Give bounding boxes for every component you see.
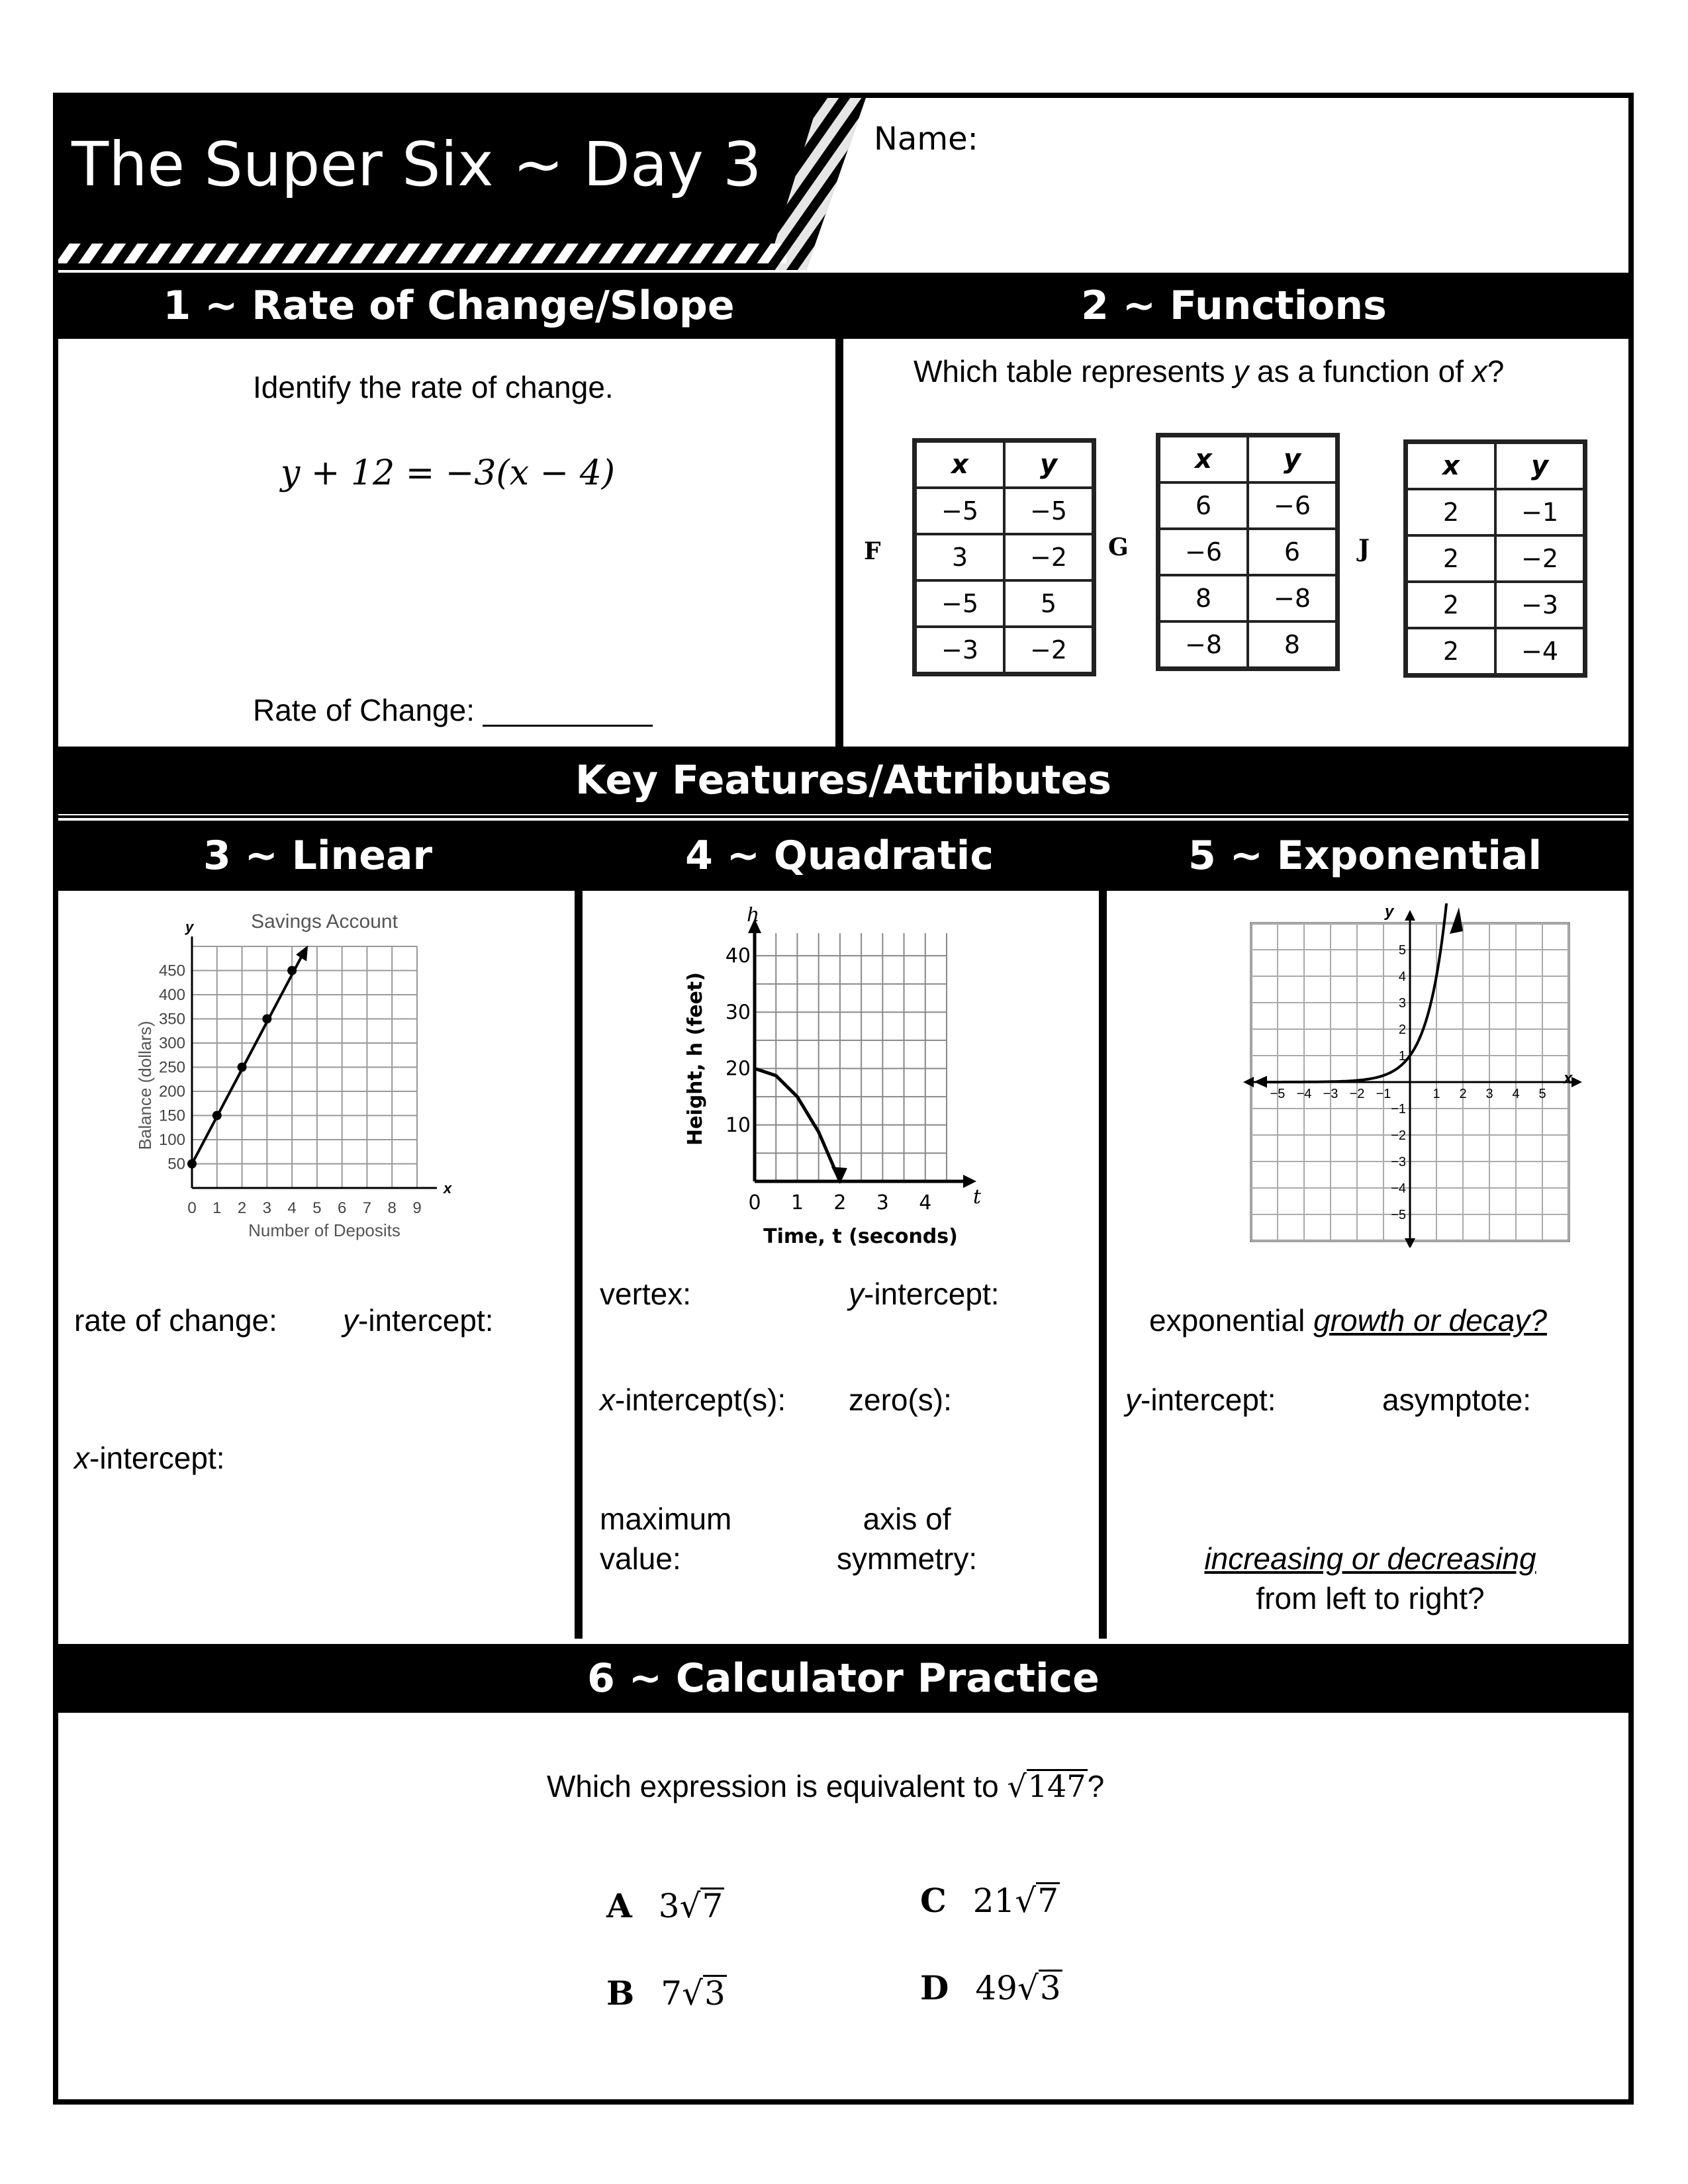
exponential-y-tick: −2 bbox=[1391, 1128, 1406, 1143]
q3-xint-label: x-intercept: bbox=[74, 1441, 225, 1475]
q3-rate-label: rate of change: bbox=[74, 1303, 277, 1338]
linear-y-tick: 450 bbox=[158, 962, 185, 980]
choice-a[interactable]: A 3√7 bbox=[606, 1886, 724, 1925]
linear-x-tick: 2 bbox=[237, 1199, 247, 1217]
name-label: Name: bbox=[874, 120, 978, 158]
exponential-x-tick: −4 bbox=[1296, 1087, 1312, 1101]
exponential-x-axis: x bbox=[1564, 1069, 1573, 1087]
exponential-chart bbox=[1231, 903, 1589, 1248]
linear-y-tick: 350 bbox=[158, 1010, 185, 1028]
quadratic-y-tick: 20 bbox=[725, 1057, 751, 1081]
quadratic-h-axis: h bbox=[747, 907, 760, 927]
exponential-y-arrow bbox=[1405, 910, 1415, 921]
exponential-y-tick: 4 bbox=[1398, 970, 1406, 984]
q1-answer-field[interactable]: Rate of Change: __________ bbox=[253, 693, 653, 727]
linear-ticks bbox=[159, 962, 422, 1218]
exponential-y-tick: −5 bbox=[1391, 1208, 1406, 1222]
choice-c[interactable]: C 21√7 bbox=[920, 1881, 1059, 1920]
exponential-y-tick: −4 bbox=[1391, 1181, 1406, 1196]
exponential-y-tick: −3 bbox=[1391, 1155, 1406, 1169]
section1-header: 1 ~ Rate of Change/Slope bbox=[58, 273, 839, 339]
choice-b[interactable]: B 7√3 bbox=[606, 1974, 726, 2013]
linear-series-line bbox=[192, 952, 304, 1164]
linear-point bbox=[187, 1160, 197, 1169]
exponential-x-tick: −1 bbox=[1376, 1087, 1391, 1101]
section6-header: 6 ~ Calculator Practice bbox=[58, 1644, 1628, 1713]
exponential-y-axis: y bbox=[1385, 903, 1394, 921]
q5-asymptote-label: asymptote: bbox=[1382, 1383, 1531, 1417]
section2-header: 2 ~ Functions bbox=[839, 273, 1628, 339]
quadratic-x-tick: 2 bbox=[833, 1191, 847, 1214]
divider-4-5 bbox=[1099, 891, 1107, 1639]
key-features-header: Key Features/Attributes bbox=[58, 747, 1628, 814]
exponential-x-tick: 1 bbox=[1432, 1087, 1440, 1101]
linear-y-tick: 200 bbox=[158, 1083, 185, 1101]
linear-x-tick: 3 bbox=[262, 1199, 272, 1217]
q4-axis-label: axis of symmetry: bbox=[837, 1502, 978, 1576]
quadratic-y-tick: 10 bbox=[725, 1113, 751, 1137]
linear-x-tick: 5 bbox=[312, 1199, 322, 1217]
q6-prompt: Which expression is equivalent to √147? bbox=[547, 1768, 1105, 1804]
divider-1-2 bbox=[835, 339, 843, 749]
linear-x-tick: 0 bbox=[187, 1199, 197, 1217]
q3-yint-label: y-intercept: bbox=[343, 1303, 494, 1338]
exponential-y-tick: −1 bbox=[1391, 1102, 1406, 1116]
linear-y-label: Balance (dollars) bbox=[135, 1021, 155, 1150]
exponential-left-arrowhead bbox=[1254, 1076, 1267, 1088]
linear-point bbox=[262, 1015, 271, 1024]
linear-y-tick: 300 bbox=[158, 1034, 185, 1052]
choice-d[interactable]: D 49√3 bbox=[920, 1968, 1061, 2007]
linear-data bbox=[187, 946, 308, 1169]
exponential-x-arrow bbox=[1571, 1077, 1582, 1087]
exponential-x-tick: 2 bbox=[1459, 1087, 1467, 1101]
page-title: The Super Six ~ Day 3 bbox=[71, 129, 762, 200]
exponential-y-tick: 1 bbox=[1398, 1049, 1406, 1064]
linear-chart bbox=[132, 907, 477, 1251]
linear-y-tick: 100 bbox=[158, 1131, 185, 1149]
linear-y-tick: 400 bbox=[158, 986, 185, 1004]
q4-xint-label: x-intercept(s): bbox=[600, 1383, 786, 1417]
exponential-arrowhead bbox=[1450, 907, 1463, 934]
linear-y-letter: y bbox=[185, 919, 194, 935]
quadratic-y-label: Height, h (feet) bbox=[684, 972, 707, 1146]
section4-header: 4 ~ Quadratic bbox=[577, 821, 1102, 891]
table-f[interactable]: x y −5 −5 3 −2 −5 5 −3 −2 bbox=[912, 438, 1096, 676]
table-j[interactable]: x y 2 −1 2 −2 2 −3 2 −4 bbox=[1403, 439, 1587, 678]
key-features-rule bbox=[58, 815, 1628, 818]
section3-header: 3 ~ Linear bbox=[58, 821, 577, 891]
divider-3-4 bbox=[575, 891, 583, 1639]
quadratic-data bbox=[755, 1069, 847, 1184]
quadratic-grid bbox=[748, 919, 976, 1188]
q4-vertex-label: vertex: bbox=[600, 1277, 692, 1311]
quadratic-t-axis: t bbox=[973, 1185, 982, 1208]
linear-y-tick: 150 bbox=[158, 1107, 185, 1125]
linear-x-tick: 1 bbox=[212, 1199, 222, 1217]
quadratic-x-tick: 1 bbox=[790, 1191, 804, 1214]
linear-point bbox=[238, 1063, 247, 1072]
linear-x-tick: 8 bbox=[387, 1199, 397, 1217]
table-j-label: J bbox=[1358, 535, 1370, 563]
linear-x-tick: 7 bbox=[362, 1199, 372, 1217]
q1-equation: y + 12 = −3(x − 4) bbox=[281, 453, 616, 493]
linear-chart-title: Savings Account bbox=[251, 911, 398, 933]
linear-y-tick: 50 bbox=[167, 1155, 185, 1173]
q5-growth-decay: exponential growth or decay? bbox=[1149, 1303, 1547, 1338]
exponential-y-tick: 2 bbox=[1398, 1023, 1406, 1037]
quadratic-y-tick: 40 bbox=[725, 944, 751, 968]
quadratic-x-label: Time, t (seconds) bbox=[763, 1225, 958, 1248]
q5-yint-label: y-intercept: bbox=[1125, 1383, 1276, 1417]
table-g[interactable]: x y 6 −6 −6 6 8 −8 −8 8 bbox=[1156, 433, 1340, 671]
exponential-x-tick: −5 bbox=[1270, 1087, 1286, 1101]
linear-x-label: Number of Deposits bbox=[248, 1220, 400, 1240]
q1-prompt: Identify the rate of change. bbox=[253, 370, 614, 404]
exponential-x-tick: −2 bbox=[1349, 1087, 1365, 1101]
table-g-label: G bbox=[1108, 533, 1129, 561]
exponential-y-tick: 5 bbox=[1398, 943, 1406, 958]
quadratic-x-tick: 0 bbox=[748, 1191, 761, 1214]
linear-x-letter: x bbox=[444, 1180, 452, 1197]
quadratic-y-tick: 30 bbox=[725, 1001, 751, 1024]
exponential-x-arrow-left bbox=[1243, 1077, 1254, 1087]
quadratic-x-tick: 3 bbox=[876, 1191, 889, 1214]
q2-prompt: Which table represents y as a function of x? bbox=[914, 354, 1505, 388]
linear-arrowhead bbox=[296, 946, 308, 962]
section5-header: 5 ~ Exponential bbox=[1102, 821, 1628, 891]
quadratic-x-tick: 4 bbox=[919, 1191, 932, 1214]
q4-max-label: maximum value: bbox=[600, 1502, 732, 1576]
linear-point bbox=[287, 966, 297, 976]
q4-zeros-label: zero(s): bbox=[849, 1383, 952, 1417]
q4-yint-label: y-intercept: bbox=[849, 1277, 1000, 1311]
exponential-x-tick: 3 bbox=[1485, 1087, 1493, 1101]
quadratic-ticks bbox=[726, 944, 932, 1214]
exponential-data bbox=[1254, 903, 1463, 1088]
exponential-x-tick: 5 bbox=[1538, 1087, 1546, 1101]
quadratic-chart bbox=[682, 907, 1026, 1251]
exponential-grid bbox=[1243, 910, 1582, 1248]
linear-x-tick: 9 bbox=[412, 1199, 422, 1217]
exponential-x-tick: −3 bbox=[1323, 1087, 1338, 1101]
linear-grid bbox=[185, 919, 452, 1197]
linear-point bbox=[212, 1111, 222, 1120]
linear-x-tick: 6 bbox=[337, 1199, 347, 1217]
exponential-y-arrow-down bbox=[1405, 1238, 1415, 1248]
table-f-label: F bbox=[864, 537, 881, 565]
q5-inc-dec: increasing or decreasing from left to right? bbox=[1204, 1541, 1536, 1615]
exponential-y-tick: 3 bbox=[1398, 996, 1406, 1011]
linear-x-tick: 4 bbox=[287, 1199, 297, 1217]
name-field[interactable] bbox=[986, 113, 1615, 165]
linear-y-tick: 250 bbox=[158, 1058, 185, 1077]
exponential-x-tick: 4 bbox=[1512, 1087, 1520, 1101]
